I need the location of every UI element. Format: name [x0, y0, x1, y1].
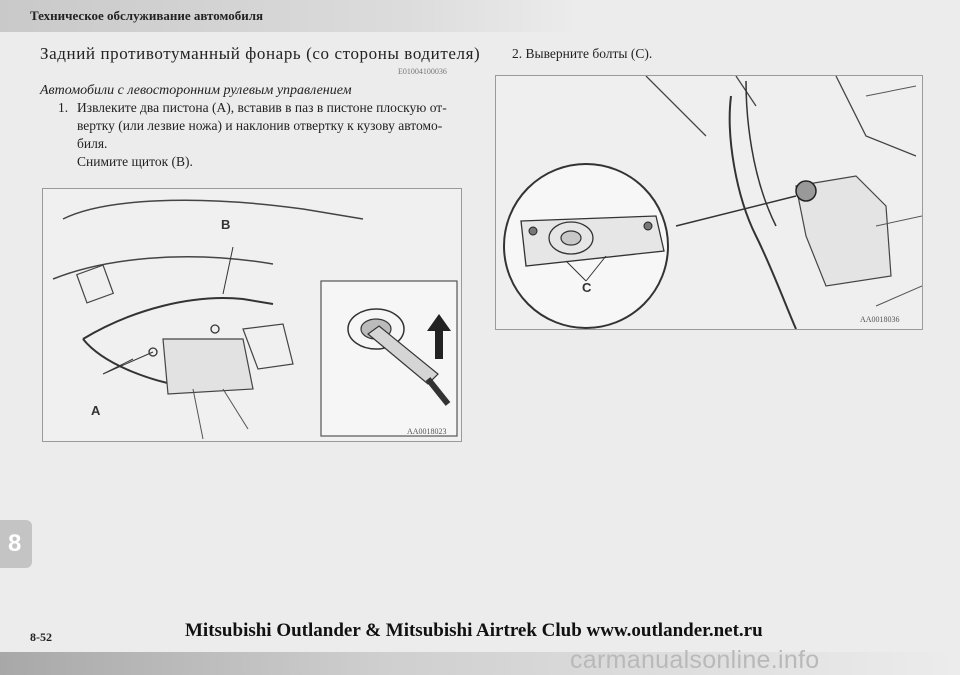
page-header-title: Техническое обслуживание автомобиля: [30, 8, 264, 23]
figure-illustration: [43, 189, 461, 441]
figure-fog-light-cover: [42, 188, 462, 442]
step-1: [58, 99, 466, 171]
figure-label-b: B: [221, 217, 231, 232]
figure-code: AA0018023: [407, 427, 447, 436]
section-title: Задний противотуманный фонарь (со стороны водителя): [40, 44, 481, 63]
chapter-number: 8: [8, 530, 22, 557]
page-number: 8-52: [30, 630, 52, 644]
step-subtext: Снимите щиток (B).: [77, 154, 193, 169]
step-text: Извлеките два пистона (A), вставив в паз в пистоне плоскую от-вертку (или лезвие ножа) и наклонив отвертку к кузову автомо-биля.: [77, 100, 447, 151]
step-number: 2.: [512, 46, 523, 61]
step-text: Выверните болты (C).: [525, 46, 653, 61]
figure-label-c: C: [582, 280, 592, 295]
watermark: carmanualsonline.info: [570, 646, 820, 674]
chapter-tab: [0, 520, 32, 568]
figure-label-a: A: [91, 403, 101, 418]
figure-illustration: [496, 76, 922, 329]
club-footer-text: Mitsubishi Outlander & Mitsubishi Airtrek Club www.outlander.net.ru: [185, 620, 763, 641]
section-code: E01004100036: [398, 67, 447, 76]
step-number: 1.: [58, 100, 69, 115]
figure-fog-light-bolts: [495, 75, 923, 330]
figure-code: AA0018036: [860, 315, 900, 324]
step-2: [512, 46, 652, 62]
section-subhead: Автомобили с левосторонним рулевым управлением: [40, 83, 352, 98]
